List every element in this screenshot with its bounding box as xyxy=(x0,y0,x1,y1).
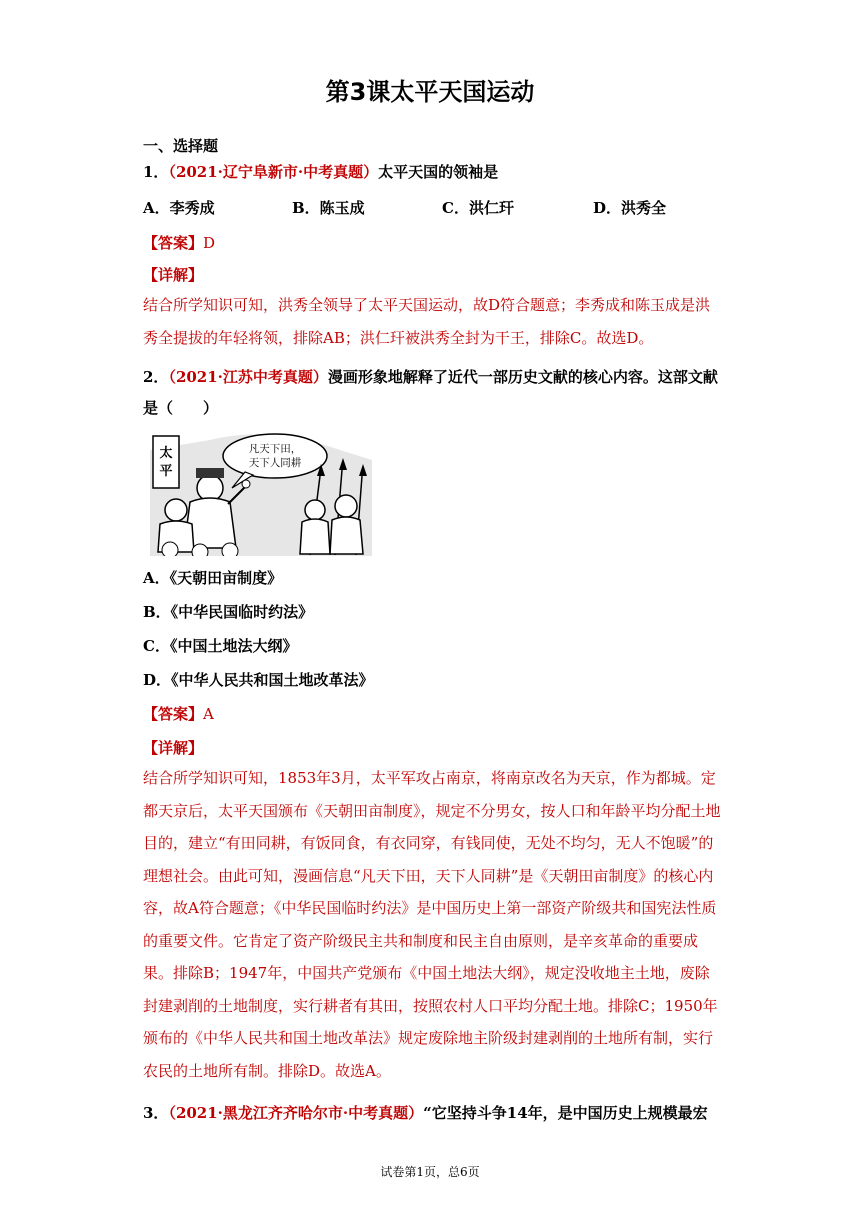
answer-value: A xyxy=(203,705,214,723)
detail-label: 【详解】 xyxy=(143,266,204,284)
question-text: 漫画形象地解释了近代一部历史文献的核心内容。这部文献 xyxy=(327,368,718,386)
question-text: 太平天国的领袖是 xyxy=(378,163,499,181)
explanation-text: 结合所学知识可知，1853年3月，太平军攻占南京，将南京改名为天京，作为都城。定都天京后，太平天国颁布《天朝田亩制度》，规定不分男女，按人口和年龄平均分配土地目的，建立“有田同耕，有饭同食，有衣同穿，有钱同使，无处不均匀，无人不饱暖”的理想社会。由此可知，漫画信息“凡天下田，天下人同耕”是《天朝田亩制度》的核心内容，故A符合题意；《中华民国临时约法》是中国历史上第一部资产阶级共和国宪法性质的重要文件。它肯定了资产阶级民主共和制度和民主自由原则，是辛亥革命的重要成果。排除B；1947年，中国共产党颁布《中国土地法大纲》，规定没收地主土地，废除封建剥削的土地制度，实行耕者有其田，按照农村人口平均分配土地。排除C；1950年颁布的《中华人民共和国土地改革法》规定废除地主阶级封建剥削的土地所有制，实行农民的土地所有制。排除D。故选A。 xyxy=(143,769,721,1080)
option-a: A．《天朝田亩制度》 xyxy=(143,569,283,587)
option-c: C．洪仁玕 xyxy=(442,199,514,217)
question-source: （2021·辽宁阜新市·中考真题） xyxy=(168,163,379,181)
question-number: 2． xyxy=(143,368,169,386)
answer-label: 【答案】 xyxy=(143,234,204,252)
option-a: A．李秀成 xyxy=(143,199,215,217)
option-d: D．洪秀全 xyxy=(593,199,667,217)
answer-line xyxy=(143,233,723,253)
question-source: （2021·黑龙江齐齐哈尔市·中考真题） xyxy=(168,1104,424,1122)
question-3-stem xyxy=(143,1103,723,1123)
option-b: B．陈玉成 xyxy=(292,199,365,217)
page-title: 第3课太平天国运动 xyxy=(325,78,535,106)
answer-label: 【答案】 xyxy=(143,705,204,723)
question-number: 1． xyxy=(143,163,169,181)
explanation-text: 结合所学知识可知，洪秀全领导了太平天国运动，故D符合题意；李秀成和陈玉成是洪秀全提拔的年轻将领，排除AB；洪仁玕被洪秀全封为干王，排除C。故选D。 xyxy=(143,296,711,347)
answer-value: D xyxy=(203,234,216,252)
answer-line xyxy=(143,704,723,724)
taiping-cartoon-image xyxy=(150,430,372,556)
option-b: B．《中华民国临时约法》 xyxy=(143,603,314,621)
detail-label: 【详解】 xyxy=(143,739,204,757)
question-2-stem-cont: 是（ ） xyxy=(143,399,219,417)
question-2-stem xyxy=(143,367,723,387)
option-c: C．《中国土地法大纲》 xyxy=(143,637,298,655)
bubble-line-1: 凡天下田， xyxy=(248,443,302,455)
question-text: “它坚持斗争14年，是中国历史上规模最宏 xyxy=(423,1104,708,1122)
question-source: （2021·江苏中考真题） xyxy=(168,368,328,386)
page-footer: 试卷第1页，总6页 xyxy=(380,1165,480,1179)
banner-text-1: 太 xyxy=(159,446,173,461)
option-d: D．《中华人民共和国土地改革法》 xyxy=(143,671,374,689)
section-heading: 一、选择题 xyxy=(143,137,219,155)
question-1-stem xyxy=(143,162,723,182)
bubble-line-2: 天下人同耕 xyxy=(248,457,302,469)
banner-text-2: 平 xyxy=(159,464,173,479)
question-number: 3． xyxy=(143,1104,169,1122)
